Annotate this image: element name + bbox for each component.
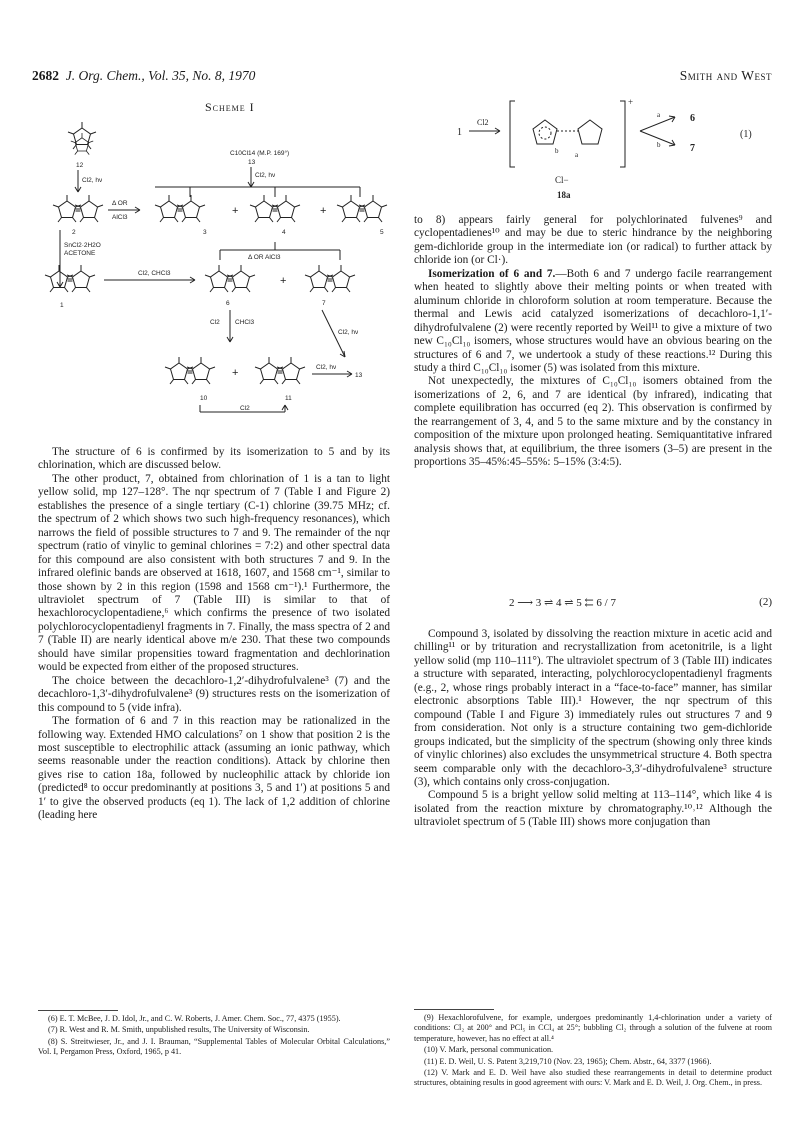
- reagent-delta-or-alcl3-b: Δ OR AlCl3: [248, 254, 281, 261]
- label-2: 2: [72, 229, 76, 236]
- footnote-11: (11) E. D. Weil, U. S. Patent 3,219,710 (Nov. 23, 1965); Chem. Abstr., 64, 3377 (1966).: [424, 1056, 712, 1066]
- label-7: 7: [322, 300, 326, 307]
- eq2-body: 2 ⟶ 3 ⇌ 4 ⇌ 5 ⇇ 6 / 7: [509, 597, 616, 609]
- plus-4: +: [232, 367, 239, 379]
- equation-1: [445, 95, 775, 215]
- right-paragraph-2-body: —Both 6 and 7 undergo facile rearrangement when heated to slightly above their melting points or when treated with aluminum chloride in chloroform solution at room temperature. Because the thermal and Lewis acid catalyzed isomerizations of decachloro-1,1′-dihydrofulvalene (2) were recently reported by Weil¹¹ to give a mixture of two new C₁₀Cl₁₀ isomers, whose structures would have an obvious bearing on the structures of 6 and 7, we undertook a study of these reactions.¹² During this study a third C₁₀Cl₁₀ isomer (5) was isolated from this mixture.: [414, 267, 772, 374]
- structure-4: [250, 195, 300, 222]
- footnote-9: (9) Hexachlorofulvene, for example, undergoes predominantly 1,4-chlorination under a variety of conditions: Cl₂ at 200° and PCl₅ in CCl₄ at 25°; bubbling Cl₂ through a solution of the fulvene at room temperature, however, has no effect at all.⁴: [414, 1013, 772, 1043]
- eq2-number: (2): [759, 596, 772, 608]
- structure-6: [205, 265, 255, 292]
- eq1-product-6: 6: [690, 113, 695, 124]
- right-column-continued: [414, 628, 772, 830]
- label-c10cl14: C10Cl14 (M.P. 169°): [230, 150, 290, 157]
- label-12: 12: [76, 162, 84, 169]
- eq1-route-a: a: [657, 111, 661, 119]
- plus-1: +: [232, 205, 239, 217]
- eq1-label-18a: 18a: [557, 190, 571, 200]
- right-paragraph-3: Not unexpectedly, the mixtures of C₁₀Cl₁₀ isomers obtained from the isomerizations of 2, 6, and 7 are identical (by infrared), indicating that complete equilibration has occurred (eq 2). This observation is confirmed by the rearrangement of 3, 4, and 5 to the same mixture and by the constancy in composition of the mixture upon prolonged heating. Semiquantitative infrared analysis shows that, at equilibrium, the three isomers (3–5) are present in the proportions 35–45%:45–55%: 5–15% (3:4:5).: [414, 375, 772, 469]
- eq1-route-b: b: [657, 141, 661, 149]
- left-column: [38, 446, 390, 823]
- eq1-reagent: Cl2: [477, 118, 489, 127]
- label-5: 5: [380, 229, 384, 236]
- footnotes-right: [414, 1013, 772, 1090]
- running-header: [32, 68, 772, 88]
- plus-3: +: [280, 275, 287, 287]
- scheme-title: Scheme I: [205, 100, 255, 114]
- right-paragraph-5: Compound 5 is a bright yellow solid melting at 113–114°, which like 4 is isolated from the reaction mixture by chromatography.¹⁰˒¹² Although the ultraviolet spectrum of 5 (Table III) shows more conjugation than: [414, 789, 772, 829]
- header-authors: Smith and West: [679, 68, 772, 83]
- structure-1: [45, 265, 95, 292]
- label-11: 11: [285, 395, 292, 402]
- right-paragraph-2: [414, 268, 772, 376]
- section-heading-isomerization: Isomerization of 6 and 7.: [428, 267, 556, 280]
- label-4: 4: [282, 229, 286, 236]
- label-13b: 13: [355, 372, 363, 379]
- label-10: 10: [200, 395, 208, 402]
- reagent-cl2-chcl3: Cl2, CHCl3: [138, 270, 171, 277]
- structure-11: [255, 357, 305, 384]
- structure-3: [155, 195, 205, 222]
- left-paragraph-1: The structure of 6 is confirmed by its isomerization to 5 and by its chlorination, which are discussed below.: [38, 446, 390, 472]
- eq1-charge: +: [628, 97, 634, 107]
- left-paragraph-3: The choice between the decachloro-1,2′-dihydrofulvalene³ (7) and the decachloro-1,3′-dihydrofulvalene³ (9) structures rests on the isomerization of this compound to 5 (vide infra).: [38, 674, 390, 714]
- reagent-acetone: ACETONE: [64, 250, 96, 257]
- reagent-cl2-b: Cl2: [210, 319, 220, 326]
- structure-7: [305, 265, 355, 292]
- structure-12: [68, 122, 96, 155]
- left-paragraph-2: The other product, 7, obtained from chlorination of 1 is a tan to light yellow solid, mp 127–128°. The nqr spectrum of 7 (Table I and Figure 2) establishes the presence of a single tertiary (C-1) chlorine (39.75 MHz; cf. the spectrum of 2 which shows two such high-frequency resonances), which narrows the field of possible structures to 7 and 9. The remainder of the nqr spectrum (ratio of vinylic to geminal chlorines = 7:2) and other spectral data for this compound are also consistent with both structures 7 and 9. In the infrared olefinic bands are observed at 1618, 1607, and 1568 cm⁻¹, similar to those shown by 2 in this region (1598 and 1568 cm⁻¹).¹ Furthermore, the ultraviolet spectrum of 7 (Table III) is similar to that of hexachlorocyclopentadiene,⁶ which confirms the presence of two isolated polychlorocyclopentadienyl fragments in 7. Finally, the mass spectra of 2 and 7 (Table II) are nearly identical above m/e 230. That these two compounds should have similar propensities toward fragmentation and dechlorination would be expected from either of the proposed structures.: [38, 472, 390, 674]
- footnotes-left: [38, 1014, 390, 1059]
- reagent-cl2-bottom: Cl2: [240, 405, 250, 412]
- eq1-product-7: 7: [690, 143, 695, 154]
- eq1-b-label: b: [555, 147, 559, 155]
- footnote-rule-left: [38, 1010, 118, 1011]
- journal-citation: J. Org. Chem., Vol. 35, No. 8, 1970: [65, 68, 256, 83]
- reagent-sncl2: SnCl2·2H2O: [64, 242, 101, 249]
- label-13: 13: [248, 159, 256, 166]
- scheme-diagram: [40, 112, 400, 457]
- left-paragraph-4: The formation of 6 and 7 in this reaction may be rationalized in the following way. Extended HMO calculations⁷ on 1 show that position 2 is the most susceptible to electrophilic attack (assuming an ionic pathway, which seems reasonable under the reaction conditions). Attack by chlorine then gives rise to cation 18a, followed by nucleophilic attack by chloride ion (predicted⁸ to occur predominantly at positions 3, 5 and 1′) at positions 5 and 1′ to give the observed products (eq 1). The lack of 1,2 addition of chlorine (leading here: [38, 715, 390, 822]
- label-6: 6: [226, 300, 230, 307]
- header-left: [32, 68, 255, 84]
- footnote-7: (7) R. West and R. M. Smith, unpublished results, The University of Wisconsin.: [48, 1025, 310, 1035]
- plus-2: +: [320, 205, 327, 217]
- reagent-cl2-hv-b: Cl2, hν: [338, 329, 359, 336]
- eq1-reactant: 1: [457, 127, 462, 138]
- label-1: 1: [60, 302, 64, 309]
- page-number: 2682: [32, 68, 59, 83]
- right-paragraph-1: to 8) appears fairly general for polychlorinated fulvenes⁹ and cyclopentadienes¹⁰ and may be due to steric hindrance by the neighboring gem-dichloride group in the intermediate ion (or radical) to further attack by chloride ion (or Cl·).: [414, 214, 772, 267]
- footnote-6: (6) E. T. McBee, J. D. Idol, Jr., and C. W. Roberts, J. Amer. Chem. Soc., 77, 4375 (1955).: [48, 1014, 341, 1023]
- footnote-12: (12) V. Mark and E. D. Weil have also studied these rearrangements in detail to determine product structures, obtaining results in good agreement with ours: V. Mark and E. D. Weil, J. Org. Chem., in press.: [414, 1068, 772, 1088]
- reagent-chcl3: CHCl3: [235, 319, 255, 326]
- footnote-10: (10) V. Mark, personal communication.: [424, 1045, 554, 1055]
- footnote-8: (8) S. Streitwieser, Jr., and J. I. Brauman, “Supplemental Tables of Molecular Orbital Calculations,” Vol. I, Pergamon Press, Oxford, 1965, p 41.: [38, 1036, 390, 1057]
- reagent-alcl3: AlCl3: [112, 214, 128, 221]
- eq1-counterion: Cl−: [555, 175, 569, 185]
- right-paragraph-4: Compound 3, isolated by dissolving the reaction mixture in acetic acid and chilling¹¹ or by trituration and recrystallization from acetonitrile, is a light yellow solid (mp 110–111°). The ultraviolet spectrum of 3 (Table III) indicates a structure with separated, interacting, polychlorocyclopentadienyl fragments (e.g., 2, whose rings probably interact in a “face-to-face” manner, has similar electronic absorptions Table III).¹ However, the nqr spectrum of this compound (Table I and Figure 3) immediately rules out structures 7 and 9 from consideration. Not only is a structure containing two gem-dichloride groups indicated, but the simplicity of the spectrum (showing only three kinds of vinylic chlorines) also excludes the unsymmetrical structure 4. Both spectra seem comparable only with the decachloro-3,3′-dihydrofulvalene³ structure (3), which contains only cross-conjugation.: [414, 628, 772, 788]
- structure-10: [165, 357, 215, 384]
- reagent-delta-or: Δ OR: [112, 200, 128, 207]
- eq1-number: (1): [740, 129, 752, 140]
- label-3: 3: [203, 229, 207, 236]
- reagent-cl2-hv-c: Cl2, hν: [316, 364, 337, 371]
- structure-2: [53, 195, 103, 222]
- reagent-cl2-hv-top: Cl2, hν: [82, 177, 103, 184]
- equation-2: [414, 590, 772, 620]
- right-column: [414, 214, 772, 470]
- structure-5: [337, 195, 387, 222]
- footnote-rule-right: [414, 1009, 494, 1010]
- eq1-a-label: a: [575, 151, 579, 159]
- reagent-cl2-hv-13: Cl2, hν: [255, 172, 276, 179]
